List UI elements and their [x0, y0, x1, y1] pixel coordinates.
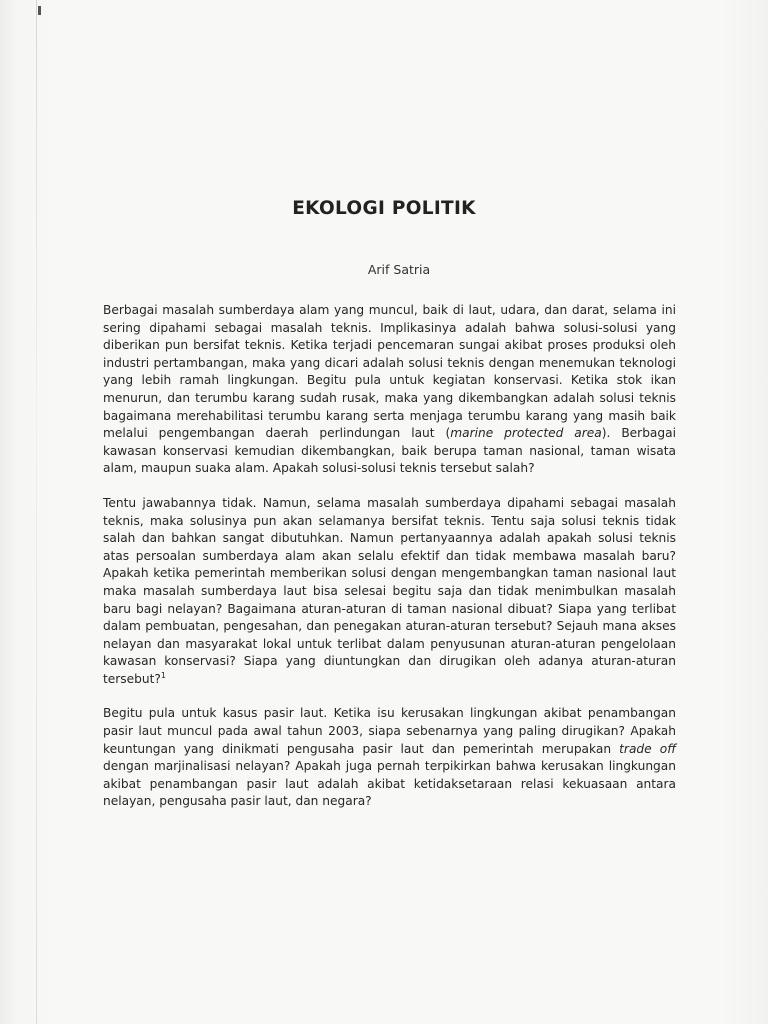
paragraph-text: ). Berbagai kawasan konservasi kemudian dikembangkan, baik berupa taman nasional, taman wisata alam, maupun suaka alam. Apakah solusi-solusi teknis tersebut salah?	[103, 426, 676, 476]
paragraph-text: dengan marjinalisasi nelayan? Apakah juga pernah terpikirkan bahwa kerusakan lingkungan akibat penambangan pasir laut adalah akibat ketidaksetaraan relasi kekuasaan antara nelayan, pengusaha pasir laut, dan negara?	[103, 759, 676, 809]
paragraph-text: Berbagai masalah sumberdaya alam yang muncul, baik di laut, udara, dan darat, selama ini sering dipahami sebagai masalah teknis. Implikasinya adalah bahwa solusi-solusi yang diberikan pun bersifat teknis. Ketika terjadi pencemaran sungai akibat proses produksi oleh industri pertambangan, maka yang dicari adalah solusi teknis dengan menemukan teknologi yang lebih ramah lingkungan. Begitu pula untuk kegiatan konservasi. Ketika stok ikan menurun, dan terumbu karang sudah rusak, maka yang dikembangkan adalah solusi teknis bagaimana merehabilitasi terumbu karang serta menjaga terumbu karang yang masih baik melalui pengembangan daerah perlindungan laut (	[103, 303, 676, 441]
page-margin-line	[36, 0, 37, 1024]
italic-term: marine protected area	[450, 426, 602, 441]
body-text	[103, 302, 676, 828]
page-title: EKOLOGI POLITIK	[292, 198, 476, 219]
scan-speck	[38, 6, 41, 15]
paragraph	[103, 705, 676, 811]
paragraph-text: Begitu pula untuk kasus pasir laut. Ketika isu kerusakan lingkungan akibat penambangan pasir laut muncul pada awal tahun 2003, siapa sebenarnya yang paling dirugikan? Apakah keuntungan yang dinikmati pengusaha pasir laut dan pemerintah merupakan	[103, 706, 676, 756]
paragraph-text: Tentu jawabannya tidak. Namun, selama masalah sumberdaya dipahami sebagai masalah teknis, maka solusinya pun akan selamanya bersifat teknis. Tentu saja solusi teknis tidak salah dan bahkan sangat dibutuhkan. Namun pertanyaannya adalah apakah solusi teknis atas persoalan sumberdaya alam akan selalu efektif dan tidak membawa masalah baru? Apakah ketika pemerintah memberikan solusi dengan mengembangkan taman nasional laut maka masalah sumberdaya laut bisa selesai begitu saja dan tidak menimbulkan masalah baru bagi nelayan? Bagaimana aturan-aturan di taman nasional dibuat? Siapa yang terlibat dalam pembuatan, pengesahan, dan penegakan aturan-aturan tersebut? Sejauh mana akses nelayan dan masyarakat lokal untuk terlibat dalam penyusunan aturan-aturan pengelolaan kawasan konservasi? Siapa yang diuntungkan dan dirugikan oleh adanya aturan-aturan tersebut?	[103, 495, 676, 686]
italic-term: trade off	[619, 741, 676, 756]
footnote-marker[interactable]: 1	[160, 670, 166, 680]
paragraph	[103, 495, 676, 689]
author-name: Arif Satria	[367, 262, 431, 277]
paragraph	[103, 302, 676, 478]
